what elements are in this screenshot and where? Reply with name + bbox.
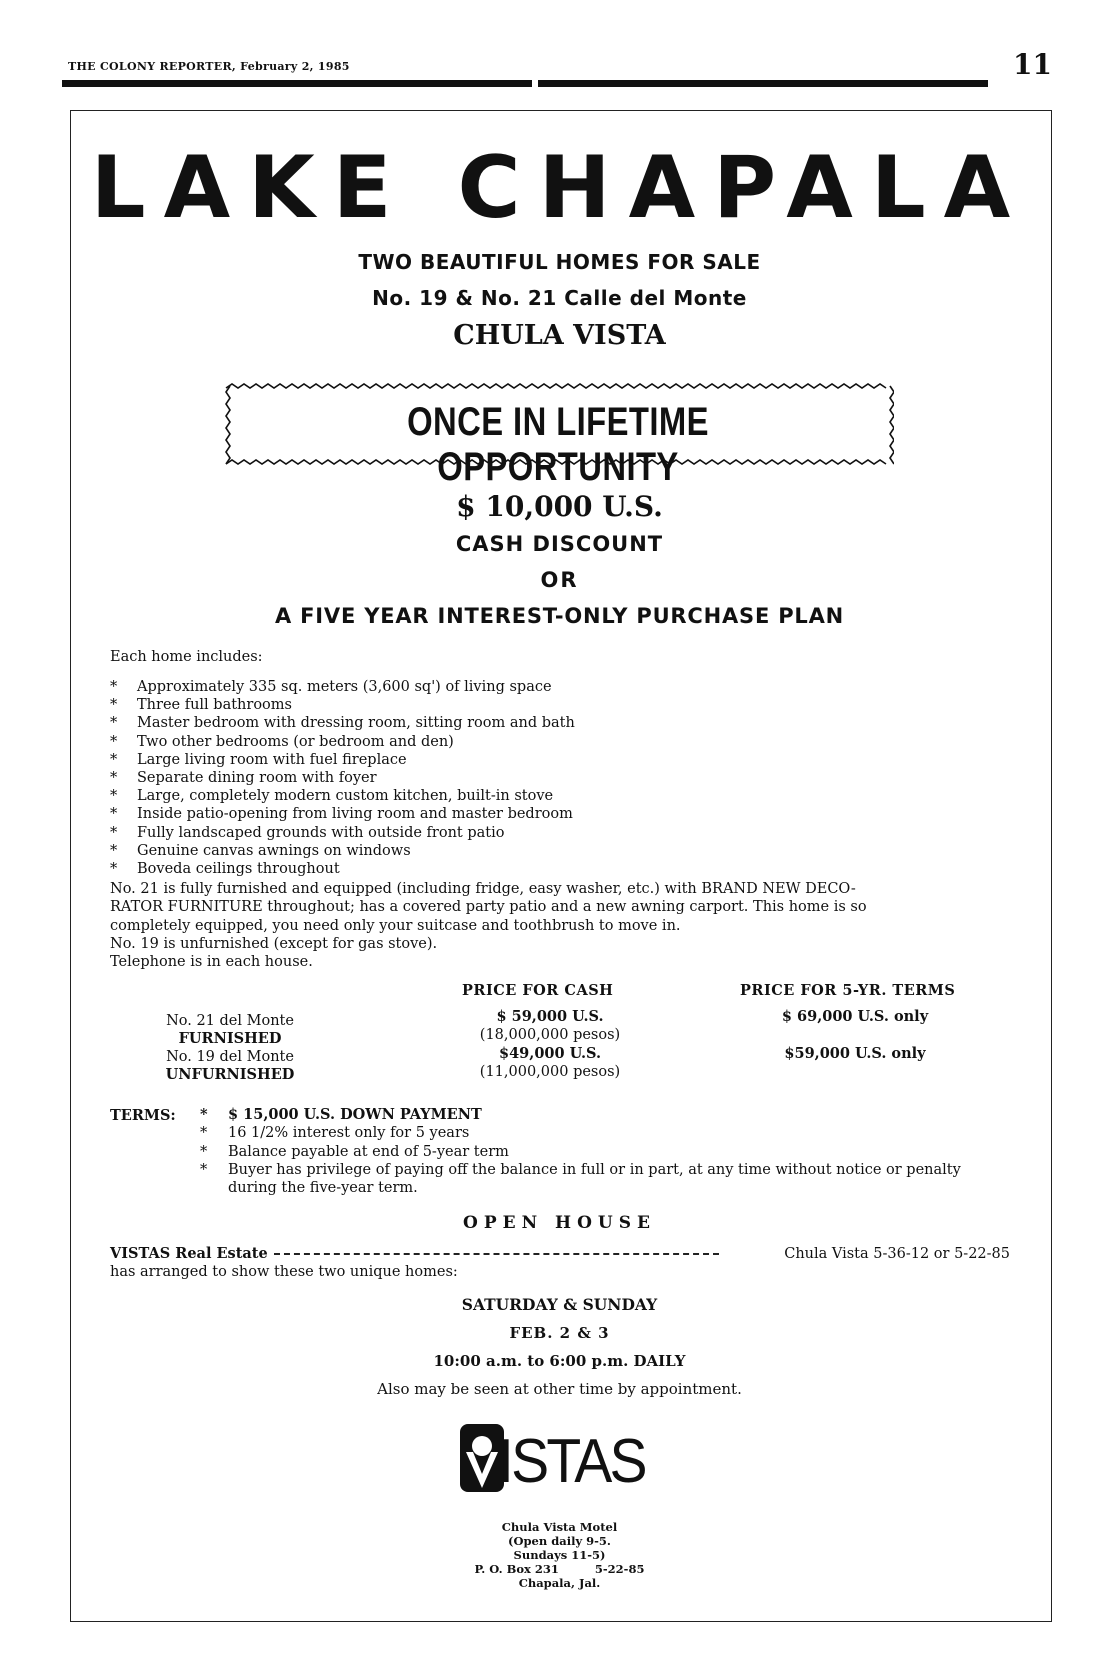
paragraph-line: RATOR FURNITURE throughout; has a covered party patio and a new awning carport. This home is so — [110, 899, 867, 916]
open-house-title: OPEN HOUSE — [463, 1213, 656, 1233]
list-item: * Three full bathrooms — [110, 696, 1010, 714]
list-item: * Large, completely modern custom kitchen, built-in stove — [110, 787, 1010, 805]
list-item: * 16 1/2% interest only for 5 years — [200, 1124, 1010, 1142]
open-house-days: SATURDAY & SUNDAY — [461, 1295, 658, 1314]
terms-label: TERMS: — [110, 1107, 176, 1124]
list-item: * Inside patio-opening from living room and master bedroom — [110, 805, 1010, 823]
contact-motel: Chula Vista Motel — [501, 1520, 618, 1534]
arranged-text: has arranged to show these two unique homes: — [110, 1264, 458, 1280]
cash-price-pesos: (18,000,000 pesos) — [479, 1027, 621, 1043]
terms-price-no19: $59,000 U.S. only — [784, 1045, 926, 1062]
table-row-no19-cash — [440, 1045, 660, 1081]
contact-hours: (Open daily 9-5. — [508, 1534, 611, 1548]
contact-city: Chapala, Jal. — [518, 1576, 601, 1590]
page-number: 11 — [1013, 48, 1052, 81]
list-item: * Master bedroom with dressing room, sitting room and bath — [110, 714, 1010, 732]
contact-pobox-row — [0, 1562, 1119, 1576]
or-label: OR — [540, 568, 579, 592]
list-item: * Large living room with fuel fireplace — [110, 751, 1010, 769]
feature-list — [110, 678, 1010, 878]
list-item: * Boveda ceilings throughout — [110, 860, 1010, 878]
cash-price-usd: $ 59,000 U.S. — [496, 1008, 604, 1025]
home-status: UNFURNISHED — [165, 1066, 295, 1083]
price-terms-header: PRICE FOR 5-YR. TERMS — [740, 982, 956, 999]
discount-label: CASH DISCOUNT — [455, 532, 664, 556]
headline: LAKE CHAPALA — [90, 138, 1029, 238]
vistas-logo — [458, 1422, 668, 1502]
home-name: No. 21 del Monte — [166, 1013, 294, 1029]
discount-amount: $ 10,000 U.S. — [456, 490, 663, 523]
open-house-hours: 10:00 a.m. to 6:00 p.m. DAILY — [433, 1352, 686, 1370]
open-house-dates: FEB. 2 & 3 — [509, 1324, 610, 1342]
opportunity-box — [222, 380, 894, 489]
table-row-no21-label — [130, 1012, 330, 1048]
dash-leader — [274, 1253, 719, 1255]
masthead-rule-left — [62, 80, 532, 87]
list-item: * Genuine canvas awnings on windows — [110, 842, 1010, 860]
terms-price-no21: $ 69,000 U.S. only — [781, 1008, 929, 1025]
paragraph-line: No. 21 is fully furnished and equipped (including fridge, easy washer, etc.) with BRAND NEW DECO- — [110, 881, 856, 897]
contact-phone: 5-22-85 — [594, 1562, 645, 1576]
subtitle-homes-for-sale: TWO BEAUTIFUL HOMES FOR SALE — [358, 250, 761, 274]
price-cash-header: PRICE FOR CASH — [462, 982, 614, 999]
appointment-note: Also may be seen at other time by appointment. — [377, 1380, 742, 1398]
list-item: * Buyer has privilege of paying off the balance in full or in part, at any time without notice or penalty during the five-year term. — [200, 1161, 1010, 1198]
cash-price-usd: $49,000 U.S. — [499, 1045, 601, 1062]
home-status: FURNISHED — [178, 1030, 282, 1047]
list-item: * Approximately 335 sq. meters (3,600 sq') of living space — [110, 678, 1010, 696]
agent-phones: Chula Vista 5-36-12 or 5-22-85 — [784, 1246, 1010, 1262]
includes-intro: Each home includes: — [110, 649, 263, 665]
subtitle-address: No. 19 & No. 21 Calle del Monte — [372, 286, 747, 310]
list-item: * Two other bedrooms (or bedroom and den) — [110, 733, 1010, 751]
contact-pobox: P. O. Box 231 — [474, 1562, 559, 1576]
table-row-no21-cash — [440, 1008, 660, 1044]
paragraph-line: completely equipped, you need only your suitcase and toothbrush to move in. — [110, 917, 681, 934]
logo-wordmark: ISTAS — [498, 1427, 645, 1496]
purchase-plan: A FIVE YEAR INTEREST-ONLY PURCHASE PLAN — [274, 604, 845, 628]
list-item: * Separate dining room with foyer — [110, 769, 1010, 787]
list-item: * Balance payable at end of 5-year term — [200, 1143, 1010, 1161]
newspaper-dateline: THE COLONY REPORTER, February 2, 1985 — [68, 60, 350, 73]
masthead-rule-right — [538, 80, 988, 87]
terms-list — [200, 1106, 1010, 1197]
cash-price-pesos: (11,000,000 pesos) — [479, 1064, 621, 1080]
list-item: * Fully landscaped grounds with outside front patio — [110, 824, 1010, 842]
contact-block — [0, 1520, 1119, 1590]
description-paragraph — [110, 880, 1010, 971]
contact-sundays: Sundays 11-5) — [513, 1548, 606, 1562]
table-row-no19-label — [130, 1048, 330, 1084]
opportunity-text: ONCE IN LIFETIME OPPORTUNITY — [407, 400, 709, 489]
agent-line — [110, 1245, 1010, 1281]
paragraph-line: Telephone is in each house. — [110, 954, 313, 971]
subtitle-location: CHULA VISTA — [453, 320, 666, 351]
home-name: No. 19 del Monte — [166, 1049, 294, 1065]
paragraph-line: No. 19 is unfurnished (except for gas stove). — [110, 935, 438, 952]
list-item: * $ 15,000 U.S. DOWN PAYMENT — [200, 1106, 1010, 1124]
agent-name: VISTAS Real Estate — [110, 1245, 268, 1262]
